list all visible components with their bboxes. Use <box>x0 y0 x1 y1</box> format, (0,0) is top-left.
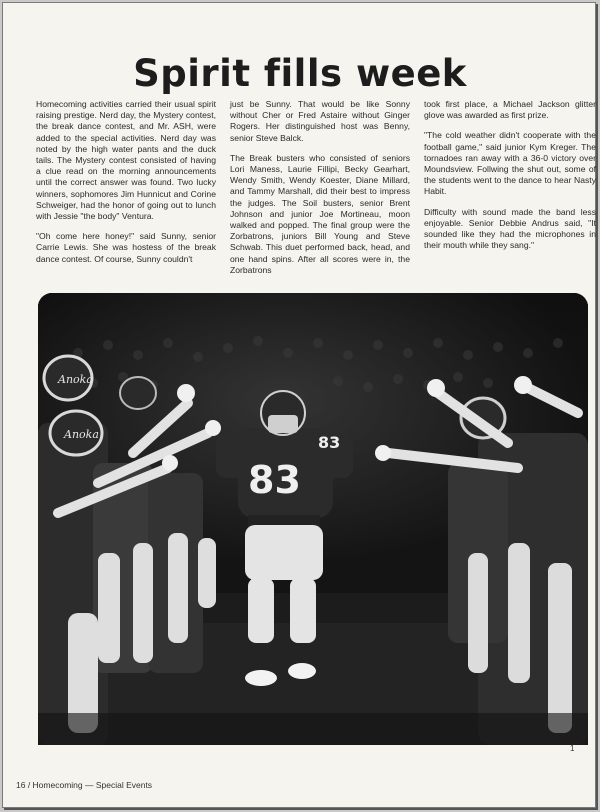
helmet-logo: Anoka <box>58 373 93 386</box>
paragraph: took first place, a Michael Jackson glitter glove was awarded as first prize. <box>424 99 596 121</box>
text-column-2 <box>230 99 410 285</box>
photo-number: 1 <box>570 744 575 753</box>
text-column-1 <box>36 99 216 274</box>
jersey-number: 83 <box>248 458 301 502</box>
sleeve-number: 83 <box>318 433 341 452</box>
paragraph: Difficulty with sound made the band less enjoyable. Senior Debbie Andrus said, "It sounded like they had the microphones in their mouth while they sang." <box>424 206 596 251</box>
helmet-logo: Anoka <box>64 428 99 441</box>
text-column-3 <box>424 99 596 260</box>
football-photo <box>38 293 588 745</box>
paragraph: The Break busters who consisted of seniors Lori Maness, Laurie Fillipi, Becky Gearhart, Wendy Smith, Wendy Koester, Diane Millard, and Tammy Marshall, did their best to impress the judges. The Soil busters, senior Brent Johnson and junior Joe Mortineau, moon walked and popped. The final group were the Zorbatrons, juniors Bill Young and Steve Schwab. This duet performed back, head, and one hand spins. After all scores were in, the Zorbatrons <box>230 152 410 275</box>
paragraph: just be Sunny. That would be like Sonny without Cher or Fred Astaire without Ginger Rogers. Her distinguished host was Benny, senior Steve Balck. <box>230 99 410 143</box>
page-title: Spirit fills week <box>133 52 467 95</box>
paragraph: "The cold weather didn't cooperate with the football game," said junior Kym Kreger. The tornadoes ran away with a 36-0 victory over Moundsview. Follwing the shut out, some of the students went to the dance to hear Nasty Habit. <box>424 130 596 197</box>
page-footer: 16 / Homecoming — Special Events <box>16 780 153 790</box>
paragraph: "Oh come here honey!" said Sunny, senior Carrie Lewis. She was hostess of the break dance contest. Of course, Sunny couldn't <box>36 231 216 264</box>
paragraph: Homecoming activities carried their usual spirit raising prestige. Nerd day, the Mystery contest, the break dance contest, and Mr. ASH, were added to the special activities. Nerd day was noted by the high water pants and the duck tails. The Mystery contest consisted of having a clue read on the morning announcements until the correct answer was found. Two lucky winners, sophomores Jim Hunnicut and Corine Schweiger, had the honor of going out to lunch with Jessie "the body" Ventura. <box>36 99 216 222</box>
